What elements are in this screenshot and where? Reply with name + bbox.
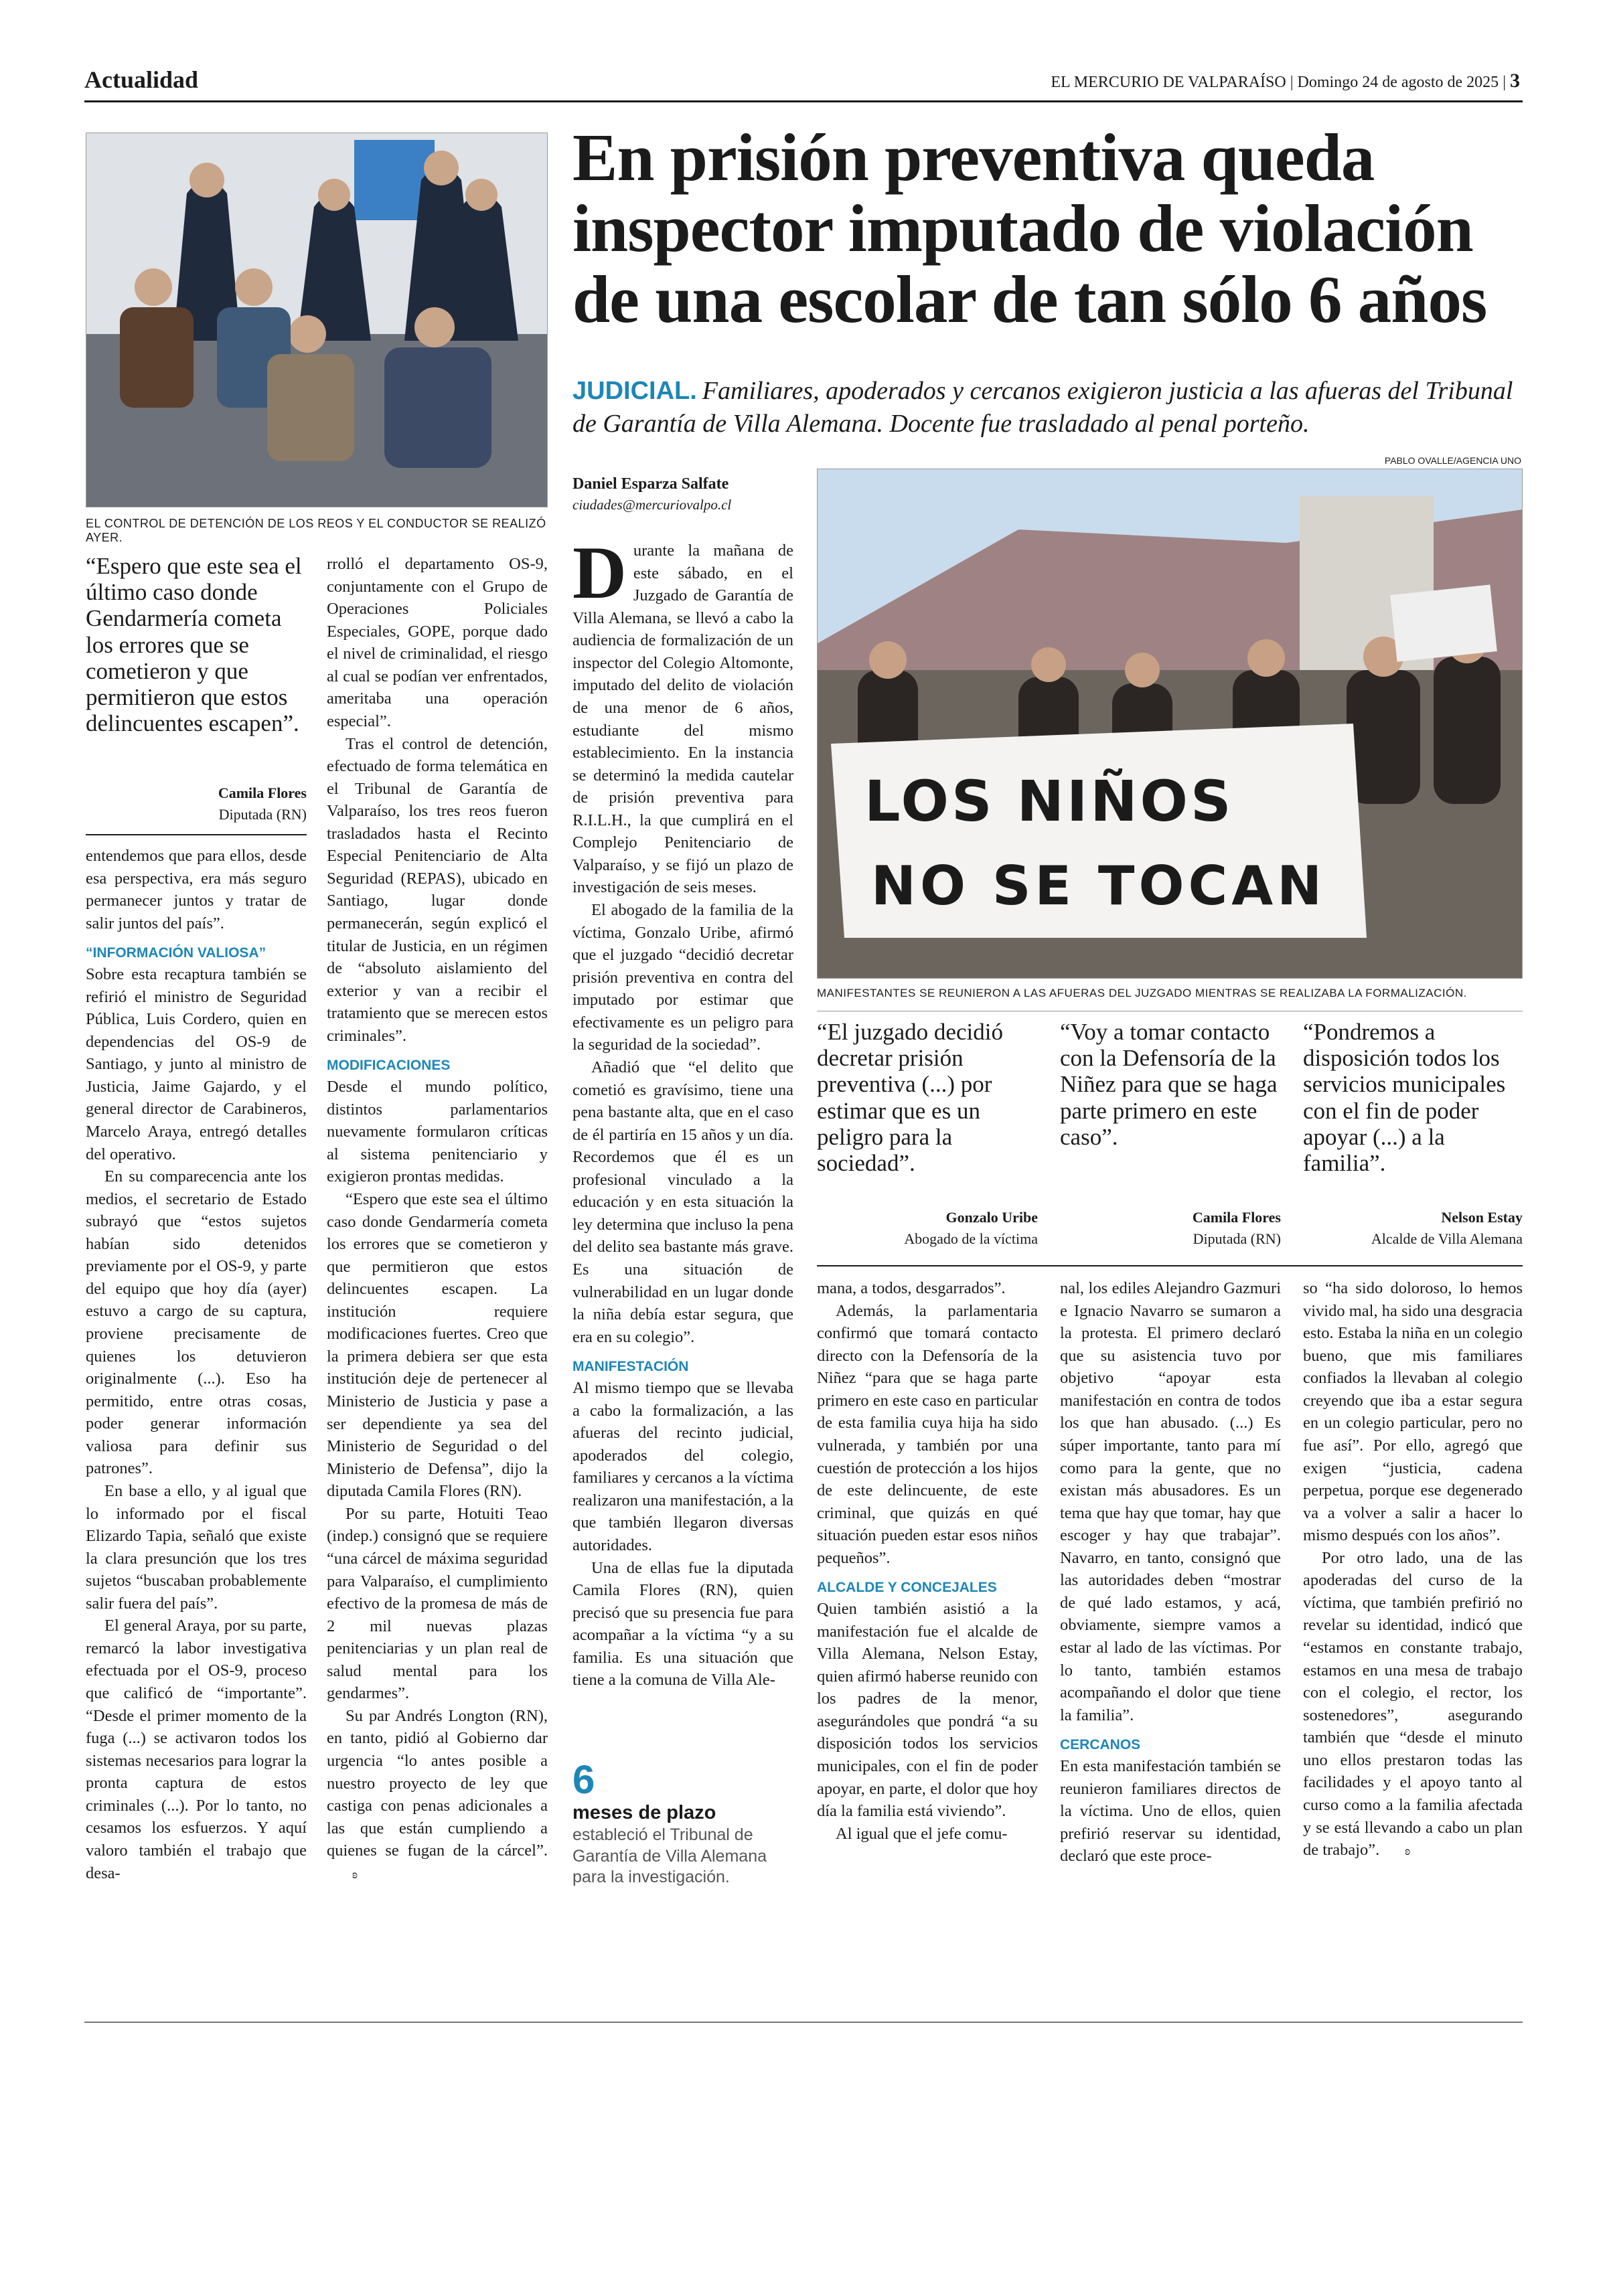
header-rule xyxy=(84,100,1523,102)
quote-author: Nelson Estay xyxy=(1441,1209,1523,1226)
protest-illustration xyxy=(818,469,1523,979)
quote-author-role: Abogado de la víctima xyxy=(904,1230,1038,1247)
headline: En prisión preventiva queda inspector imputado de violación de una escolar de tan sólo 6 años xyxy=(572,120,1487,337)
drop-cap: D xyxy=(572,531,627,614)
masthead xyxy=(1051,70,1520,92)
quote-divider xyxy=(817,1265,1523,1266)
author-email[interactable]: ciudades@mercuriovalpo.cl xyxy=(572,497,732,513)
paragraph xyxy=(327,1705,548,1885)
highlight-label: meses de plazo xyxy=(572,1802,716,1823)
subhead: MANIFESTACIÓN xyxy=(572,1359,689,1375)
paragraph: Desde el mundo político, distintos parlamentarios nuevamente formularon críticas al sistema penitenciario y exigieron prontas medidas. xyxy=(327,1078,548,1186)
quote-author-role: Alcalde de Villa Alemana xyxy=(1371,1230,1523,1247)
separator: | xyxy=(1290,74,1298,91)
issue-date: Domingo 24 de agosto de 2025 xyxy=(1297,74,1499,91)
subhead: CERCANOS xyxy=(1060,1737,1141,1753)
paragraph: so “ha sido doloroso, lo hemos vivido mal, ha sido una desgracia esto. Estaba la niña en un colegio bueno, que mis familiares confiados la llevaban al colegio creyendo que iba a estar segura en un colegio particular, pero no fue así”. Por ello, agregó que exigen “justicia, cadena perpetua, porque ese degenerado va a volver a salir a hacer lo mismo después con los años”. xyxy=(1303,1279,1523,1545)
column-1 xyxy=(86,845,307,1884)
paragraph: Quien también asistió a la manifestación fue el alcalde de Villa Alemana, Nelson Estay, quien afirmó haberse reunido con los padres de la menor, asegurándoles que pondrá “a su disposición todos los servicios municipales, con el fin de poder apoyar, en parte, el dolor que hoy día la familia está viviendo”. xyxy=(817,1600,1038,1821)
paragraph: Además, la parlamentaria confirmó que tomará contacto directo con la Defensoría de la Niñez “para que se haga parte primero en este caso en particular de esta familia cuya hija ha sido vulnerada, y también por una cuestión de protección a los hijos de este delincuente, de este criminal, que quizás en qué situación pueden estar esos niños pequeños”. xyxy=(817,1301,1038,1567)
quote-divider xyxy=(86,834,307,835)
paragraph: Por su parte, Hotuiti Teao (indep.) consignó que se requiere “una cárcel de máxima seguridad para Valparaíso, el cumplimiento efectivo de la promesa de más de 2 mil nuevas plazas penitenciarias y un plan real de salud mental para los gendarmes”. xyxy=(327,1504,548,1703)
highlight-number: 6 xyxy=(572,1757,595,1802)
courtroom-photo xyxy=(86,133,548,507)
paragraph: Tras el control de detención, efectuado de forma telemática en el Tribunal de Garantía de Valparaíso, los tres reos fueron trasladados hasta el Recinto Especial Penitenciario de Alta Seguridad (REPAS), ubicado en Santiago, lugar donde permanecerán, según explicó el titular de Justicia, en un régimen de “absoluto aislamiento del exterior y van a recibir el tratamiento que se merecen estos criminales”. xyxy=(327,734,548,1045)
quote-author: Gonzalo Uribe xyxy=(945,1209,1038,1226)
column-4 xyxy=(817,1277,1038,1845)
paragraph: El general Araya, por su parte, remarcó la labor investigativa efectuada por el OS-9, proceso que calificó de “importante”. “Desde el primer momento de la fuga (...) se activaron todos los sistemas necesarios para lograr la pronta captura de estos criminales (...). Por lo tanto, no cesamos los esfuerzos. Y aquí valoro también el trabajo que desa- xyxy=(86,1617,307,1882)
paragraph: Al mismo tiempo que se llevaba a cabo la formalización, a las afueras del recinto judicial, apoderados del colegio, familiares y cercanos a la víctima realizaron una manifestación, a la que también llegaron diversas autoridades. xyxy=(572,1379,793,1554)
protest-photo xyxy=(817,469,1523,979)
deck xyxy=(572,375,1523,441)
quote-author: Camila Flores xyxy=(218,785,307,801)
photo1-caption: EL CONTROL DE DETENCIÓN DE LOS REOS Y EL CONDUCTOR SE REALIZÓ AYER. xyxy=(86,517,546,544)
paragraph xyxy=(1303,1547,1523,1862)
end-mark-icon: ʚ xyxy=(1405,1844,1411,1858)
highlight-text: estableció el Tribunal de Garantía de Villa Alemana para la investigación. xyxy=(572,1825,767,1886)
end-mark-icon: ʚ xyxy=(352,1867,358,1881)
pull-quote: “Voy a tomar contacto con la Defensoría de la Niñez para que se haga parte primero en este caso”. xyxy=(1060,1019,1278,1150)
subhead: ALCALDE Y CONCEJALES xyxy=(817,1580,997,1596)
paragraph: “Espero que este sea el último caso donde Gendarmería cometa los errores que se cometieron y que permitieron que estos delincuentes escapen. La institución requiere modificaciones fuertes. Creo que la primera debiera ser que esta institución deje de pertenecer al Ministerio de Justicia y pase a ser dependiente ya sea del Ministerio de Seguridad o del Ministerio de Defensa”, dijo la diputada Camila Flores (RN). xyxy=(327,1190,548,1501)
paragraph: Una de ellas fue la diputada Camila Flores (RN), quien precisó que su presencia fue para acompañar a la víctima “y a su familia. Es una situación que tiene a la comuna de Villa Ale- xyxy=(572,1558,793,1690)
paragraph-text: Su par Andrés Longton (RN), en tanto, pidió al Gobierno dar urgencia “lo antes posible a nuestro proyecto de ley que castiga con penas adicionales a las que están cumpliendo a quienes se fugan de la cárcel”. xyxy=(327,1706,548,1860)
column-2 xyxy=(327,553,548,1884)
photo2-credit: PABLO OVALLE/AGENCIA UNO xyxy=(1384,455,1521,466)
photo2-caption: MANIFESTANTES SE REUNIERON A LAS AFUERAS DEL JUZGADO MIENTRAS SE REALIZABA LA FORMALIZACIÓN. xyxy=(817,987,1467,999)
lead-text: urante la mañana de este sábado, en el Juzgado de Garantía de Villa Alemana, se llevó a cabo la audiencia de formalización de un inspector del Colegio Altomonte, imputado del delito de violación de una menor de 6 años, estudiante del mismo establecimiento. En la instancia se determinó la medida cautelar de prisión preventiva para R.I.L.H., la que cumplirá en el Complejo Penitenciario de Valparaíso, y se fijó un plazo de investigación de seis meses. xyxy=(572,542,793,897)
footer-rule xyxy=(84,2022,1523,2023)
section-label: Actualidad xyxy=(84,66,199,93)
paragraph: rrolló el departamento OS-9, conjuntamente con el Grupo de Operaciones Policiales Especiales, GOPE, porque dado el nivel de criminalidad, el riesgo al cual se podían ver enfrentados, ameritaba una operación especial”. xyxy=(327,555,548,730)
paragraph: nal, los ediles Alejandro Gazmuri e Ignacio Navarro se sumaron a la protesta. El primero declaró que su asistencia tuvo por objetivo “apoyar esta manifestación en contra de todos los que han abusado. (...) Es súper importante, tanto para mí como para la gente, que no existan más abusadores. Es un tema que hay que tomar, hay que escoger y hay que trabajar”. Navarro, en tanto, consignó que las autoridades deben “mostrar de qué lado estamos, y acá, obviamente, siempre vamos a estar al lado de las víctimas. Por lo tanto, también estamos acompañando el dolor que tiene la familia”. xyxy=(1060,1279,1281,1724)
column-6 xyxy=(1303,1277,1523,1862)
quote-author: Camila Flores xyxy=(1192,1209,1281,1226)
pull-quote: “El juzgado decidió decretar prisión preventiva (...) por estimar que es un peligro para la sociedad”. xyxy=(817,1019,1003,1176)
column-3 xyxy=(572,531,793,1692)
pull-quote: “Pondremos a disposición todos los servicios municipales con el fin de poder apoyar (...) a la familia”. xyxy=(1303,1019,1506,1176)
paragraph-text: Por otro lado, una de las apoderadas del curso de la víctima, que también prefirió no revelar su identidad, indicó que “estamos en constante trabajo, estamos en una mesa de trabajo con el colegio, el rector, los sostenedores”, asegurando también que “desde el minuto uno ellos prestaron todas las facilidades y el apoyo tanto al curso como a la familia afectada y se está llevando a cabo un plan de trabajo”. xyxy=(1303,1548,1523,1860)
paragraph: El abogado de la familia de la víctima, Gonzalo Uribe, afirmó que el juzgado “decidió decretar prisión preventiva en contra del imputado por estimar que efectivamente es un peligro para la seguridad de la sociedad”. xyxy=(572,901,793,1054)
subhead: MODIFICACIONES xyxy=(327,1058,451,1074)
pull-quote: “Espero que este sea el último caso donde Gendarmería cometa los errores que se cometieron y que permitieron que estos delincuentes escapen”. xyxy=(86,553,302,737)
paragraph: Al igual que el jefe comu- xyxy=(836,1824,1008,1843)
paragraph: Sobre esta recaptura también se refirió el ministro de Seguridad Pública, Luis Cordero, quien en dependencias del OS-9 de Santiago, y junto al ministro de Justicia, Jaime Gajardo, y el general director de Carabineros, Marcelo Araya, entregó detalles del operativo. xyxy=(86,965,307,1163)
paragraph: Añadió que “el delito que cometió es gravísimo, tiene una pena bastante alta, que en el caso de él partiría en 15 años y un día. Recordemos que él es un profesional vinculado a la educación y en esta situación la ley determina que incluso la pena del delito sea bastante más grave. Es una situación de vulnerabilidad en un lugar donde la niña debía estar segura, que era en su colegio”. xyxy=(572,1058,793,1346)
author-byline: Daniel Esparza Salfate xyxy=(572,475,729,493)
deck-text: Familiares, apoderados y cercanos exigieron justicia a las afueras del Tribunal de Garantía de Villa Alemana. Docente fue trasladado al penal porteño. xyxy=(572,377,1513,438)
protest-sign-line1: LOS NIÑOS xyxy=(864,768,1234,834)
paragraph: En esta manifestación también se reunieron familiares directos de la víctima. Uno de ellos, quien prefirió reservar su identidad, declaró que este proce- xyxy=(1060,1757,1281,1866)
column-5 xyxy=(1060,1277,1281,1868)
page-number: 3 xyxy=(1510,70,1520,92)
paragraph: mana, a todos, desgarrados”. xyxy=(817,1279,1006,1297)
quote-author-role: Diputada (RN) xyxy=(218,806,307,823)
paragraph: entendemos que para ellos, desde esa perspectiva, era más seguro permanecer juntos y tratar de salir juntos del país”. xyxy=(86,847,307,932)
courtroom-illustration xyxy=(86,133,548,507)
paper-name: EL MERCURIO DE VALPARAÍSO xyxy=(1051,74,1286,91)
protest-sign-line2: NO SE TOCAN xyxy=(871,855,1326,917)
kicker: JUDICIAL. xyxy=(572,377,697,405)
highlight-box xyxy=(572,1801,793,1888)
lead-paragraph xyxy=(572,531,793,899)
quote-author-role: Diputada (RN) xyxy=(1193,1230,1281,1247)
paragraph: En su comparecencia ante los medios, el secretario de Estado subrayó que “estos sujetos habían sido detenidos previamente por el OS-9, y parte del equipo que hoy día (ayer) estuvo a cargo de su captura, proviene precisamente de quienes los detuvieron originalmente (...). Eso ha permitido, entre otras cosas, poder generar información valiosa para definir sus patrones”. xyxy=(86,1167,307,1478)
separator: | xyxy=(1503,74,1510,91)
subhead: “INFORMACIÓN VALIOSA” xyxy=(86,945,266,961)
paragraph: En base a ello, y al igual que lo informado por el fiscal Elizardo Tapia, señaló que existe la clara presunción que los tres sujetos “buscaban probablemente salir fuera del país”. xyxy=(86,1481,307,1613)
